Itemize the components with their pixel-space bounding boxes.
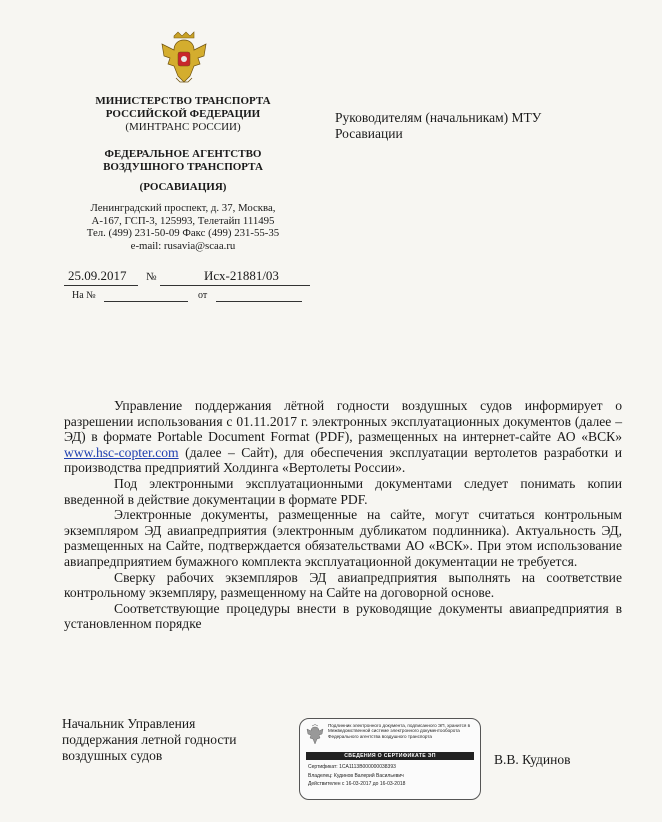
issuer-email: e-mail: rusavia@scaa.ru (130, 239, 236, 252)
paragraph-4: Сверку рабочих экземпляров ЭД авиапредприятия выполнять на соответствие контрольному экземпляру, размещенному на Сайте на договорной основе. (64, 569, 622, 601)
reference-label: На № (72, 290, 96, 301)
e-signature-stamp (299, 718, 481, 800)
issuer-block (58, 95, 308, 252)
issuer-ministry-abbr: (МИНТРАНС РОССИИ) (125, 121, 241, 133)
website-link[interactable]: www.hsc-copter.com (64, 444, 179, 460)
letter-body (64, 398, 622, 632)
issuer-ministry-line2: РОССИЙСКОЙ ФЕДЕРАЦИИ (105, 108, 261, 120)
stamp-certificate-header: СВЕДЕНИЯ О СЕРТИФИКАТЕ ЭП (306, 752, 474, 760)
addressee-block (335, 110, 595, 142)
addressee-line1: Руководителям (начальникам) МТУ (335, 110, 542, 125)
paragraph-2: Под электронными эксплуатационными документами следует понимать копии введенной в действие документации в формате PDF. (64, 475, 622, 507)
stamp-emblem-icon (306, 724, 324, 746)
stamp-certificate-validity: Действителен с 16-03-2017 до 16-03-2018 (308, 781, 406, 787)
document-date: 25.09.2017 (68, 268, 127, 283)
paragraph-5: Соответствующие процедуры внести в руководящие документы авиапредприятия в установленном порядке (64, 600, 622, 632)
stamp-note: Подлинник электронного документа, подписанного ЭП, хранится в Межведомственной системе электронного документооборота Федерального агентства воздушного транспорта (328, 723, 471, 739)
issuer-address-2: А-167, ГСП-3, 125993, Телетайп 111495 (91, 214, 275, 227)
number-label: № (146, 271, 157, 283)
issuer-ministry-line1: МИНИСТЕРСТВО ТРАНСПОРТА (95, 95, 271, 107)
reference-line (72, 290, 312, 306)
registration-line (64, 268, 314, 288)
addressee-line2: Росавиации (335, 126, 403, 141)
issuer-agency-line2: ВОЗДУШНОГО ТРАНСПОРТА (103, 161, 263, 173)
stamp-certificate-id: Сертификат: 1CA1113B000000038393 (308, 764, 396, 770)
from-label: от (198, 290, 208, 301)
signatory-title: Начальник Управления поддержания летной годности воздушных судов (62, 716, 237, 763)
paragraph-1: Управление поддержания лётной годности воздушных судов информирует о разрешении использования с 01.11.2017 г. электронных эксплуатационных документов (далее – ЭД) в формате Portable Document Format (PDF), размещенных на интернет-сайте АО «ВСК» www.hsc-copter.com (далее – Сайт), для обеспечения эксплуатации вертолетов разработки и производства предприятий Холдинга «Вертолеты России». (64, 398, 622, 476)
paragraph-3: Электронные документы, размещенные на сайте, могут считаться контрольным экземпляром ЭД авиапредприятия (электронным дубликатом подлинника). Актуальность ЭД, размещенных на Сайте, подтверждается обязательствами АО «ВСК». При этом использование авиапредприятием бумажного комплекта эксплуатационной документации не требуется. (64, 507, 622, 569)
issuer-phone-fax: Тел. (499) 231-50-09 Факс (499) 231-55-35 (86, 227, 280, 239)
issuer-address-1: Ленинградский проспект, д. 37, Москва, (90, 202, 276, 214)
coat-of-arms-emblem (160, 30, 208, 86)
signatory-name: В.В. Кудинов (494, 752, 571, 767)
issuer-agency-abbr: (РОСАВИАЦИЯ) (139, 181, 227, 193)
issuer-agency-line1: ФЕДЕРАЛЬНОЕ АГЕНТСТВО (104, 148, 262, 160)
document-number: Исх-21881/03 (204, 268, 279, 283)
stamp-certificate-owner: Владелец: Кудинов Валерий Васильевич (308, 772, 404, 779)
